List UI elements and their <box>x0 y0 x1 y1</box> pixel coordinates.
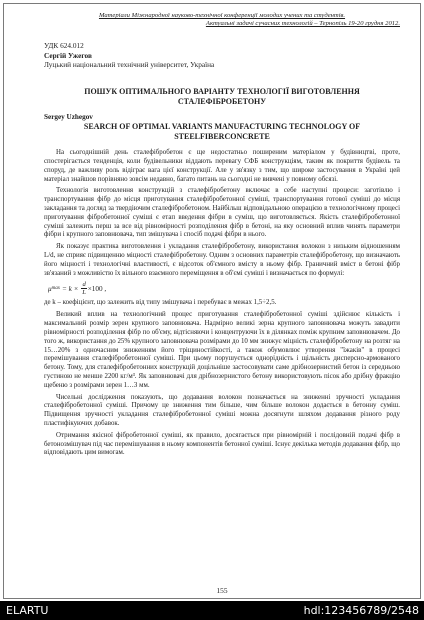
paragraph-3: Як показує практика виготовлення і укладання сталефібробетону, використання волокон з низьким відношенням L/d, не сприяє підвищенню міцності сталефібробетону. Одним з основних параметрів сталефібробетону, що визначають його міцності і технологічні властивості, є відсоток об'ємного вмісту в ньому фібр. Граничний вміст в бетоні фібр зв'язаний з можливістю їх вільного взаємного переміщення в об'ємі суміші і визначається по формулі: <box>44 242 400 277</box>
author-name: Сергій Ужегов <box>44 50 92 60</box>
page-number: 155 <box>216 586 228 595</box>
formula-equals: = k × <box>61 284 79 293</box>
paragraph-2: Технологія виготовлення конструкцій з сталефібробетону включає в себе наступні процеси: заготівлю і транспортування фібр до місця приготування сталефібробетонної суміші, транспортування готової суміші до місця закладання та догляд за твердіючим сталефібробетоном. Найбільш відповідальною операцією в технологічному процесі приготування фібробетонної суміші є етап введення фібри в суміш, що виготовляється. Якість сталефібробетонної суміші залежить перш за все від рівномірності розподілення фібр в бетоні, на яку основний вплив чинять параметри фібри і крупного заповнювача, тип змішувача і спосіб подачі фібри в нього. <box>44 186 400 239</box>
formula-fraction <box>81 281 86 296</box>
paragraph-4: Великий вплив на технологічний процес приготування сталефібробетонної суміші здійснює кількість і максимальний розмір зерен крупного заповнювача. Надмірно великі зерна крупного заповнювача можуть завадити рівномірності розподілення фібр по об'єму, відтісняючи і концентруючи їх в ділянках поміж крупним заповнювачем. До того ж, використання до 25% крупного заповнювача розмірами до 10 мм знижує міцність сталефібробетону на розтяг на 15…20% з одночасним зниженням його тріщиностійкості, а також обумовлює утворення "їжаків" в процесі перемішування сталефібробетонної суміші. При цьому порушується однорідність і щільність дисперсно-армованого бетону. Тому, для сталефібробетонних конструкцій доцільніше застосовувати саме дрібнозернистий бетон із середньою густиною не менше 2200 кг/м³. Як заповнювачі для дрібнозернистого бетону використовують пісок або дрібну фракцію щебеню з розмірами зерен 1…3 мм. <box>44 310 400 390</box>
author-name-english: Sergey Uzhegov <box>44 112 93 121</box>
paragraph-5: Чисельні дослідження показують, що додавання волокон позначається на зниженні зручності укладання сталефібробетонної суміші. Причому це зниження тим більше, чим більше волокон додається в бетонну суміш. Підвищення зручності укладання сталефібробетонної суміші можна досягнути шляхом додавання різного роду пластифікуючих добавок. <box>44 393 400 428</box>
formula-numerator: d <box>82 281 86 289</box>
handle-id: hdl:123456789/2548 <box>303 604 419 617</box>
formula-tail: ×100 , <box>87 284 107 293</box>
article-body <box>44 149 400 459</box>
formula-lhs-subscript: max <box>51 285 60 291</box>
udk-code: УДК 624.012 <box>44 41 84 50</box>
running-header <box>44 12 400 28</box>
formula-explanation: де k – коефіцієнт, що залежить від типу змішувача і перебуває в межах 1,5÷2,5. <box>44 299 277 307</box>
document-page <box>44 12 400 595</box>
formula-lhs: μ <box>48 284 52 293</box>
header-line-1: Матеріали Міжнародної науково-технічної конференції молодих учених та студентів. <box>98 12 346 19</box>
title-ukrainian: ПОШУК ОПТИМАЛЬНОГО ВАРІАНТУ ТЕХНОЛОГІЇ ВИГОТОВЛЕННЯ СТАЛЕФІБРОБЕТОНУ <box>84 86 360 106</box>
header-line-2: Актуальні задачі сучасних технологій – Тернопіль 19-20 грудня 2012. <box>205 20 400 27</box>
fiber-content-formula <box>48 281 400 296</box>
formula-denominator: L <box>82 289 86 297</box>
title-english: SEARCH OF OPTIMAL VARIANTS MANUFACTURING TECHNOLOGY OF STEELFIBERCONCRETE <box>83 121 361 141</box>
repository-name: ELARTU <box>6 604 49 617</box>
page-frame <box>3 3 421 599</box>
repository-footer-bar <box>0 601 424 620</box>
article-meta <box>44 41 400 70</box>
paragraph-1: На сьогоднішній день сталефібробетон є ще недостатньо поширеним матеріалом у будівництві, проте, спостерігається тенденція, коли будівельники віддають перевагу СФБ конструкціям, таким як покриття будівель та споруд, де важливу роль відіграє вага цієї конструкції. Але у зв'язку з тим, що широке застосування в Україні цей матеріал знайшов порівняно зовсім недавно, багато питань на сьогодні не вивчені у повному обсязі. <box>44 148 400 183</box>
paragraph-6: Отримання якісної фібробетонної суміші, як правило, досягається при рівномірній і послідовній подачі фібр в бетонозмішувач під час перемішування в ньому компонентів бетонної суміші. Існує декілька методів додавання фібр, що відповідають цим вимогам. <box>44 431 400 457</box>
affiliation: Луцький національний технічний університет, Україна <box>44 60 215 70</box>
